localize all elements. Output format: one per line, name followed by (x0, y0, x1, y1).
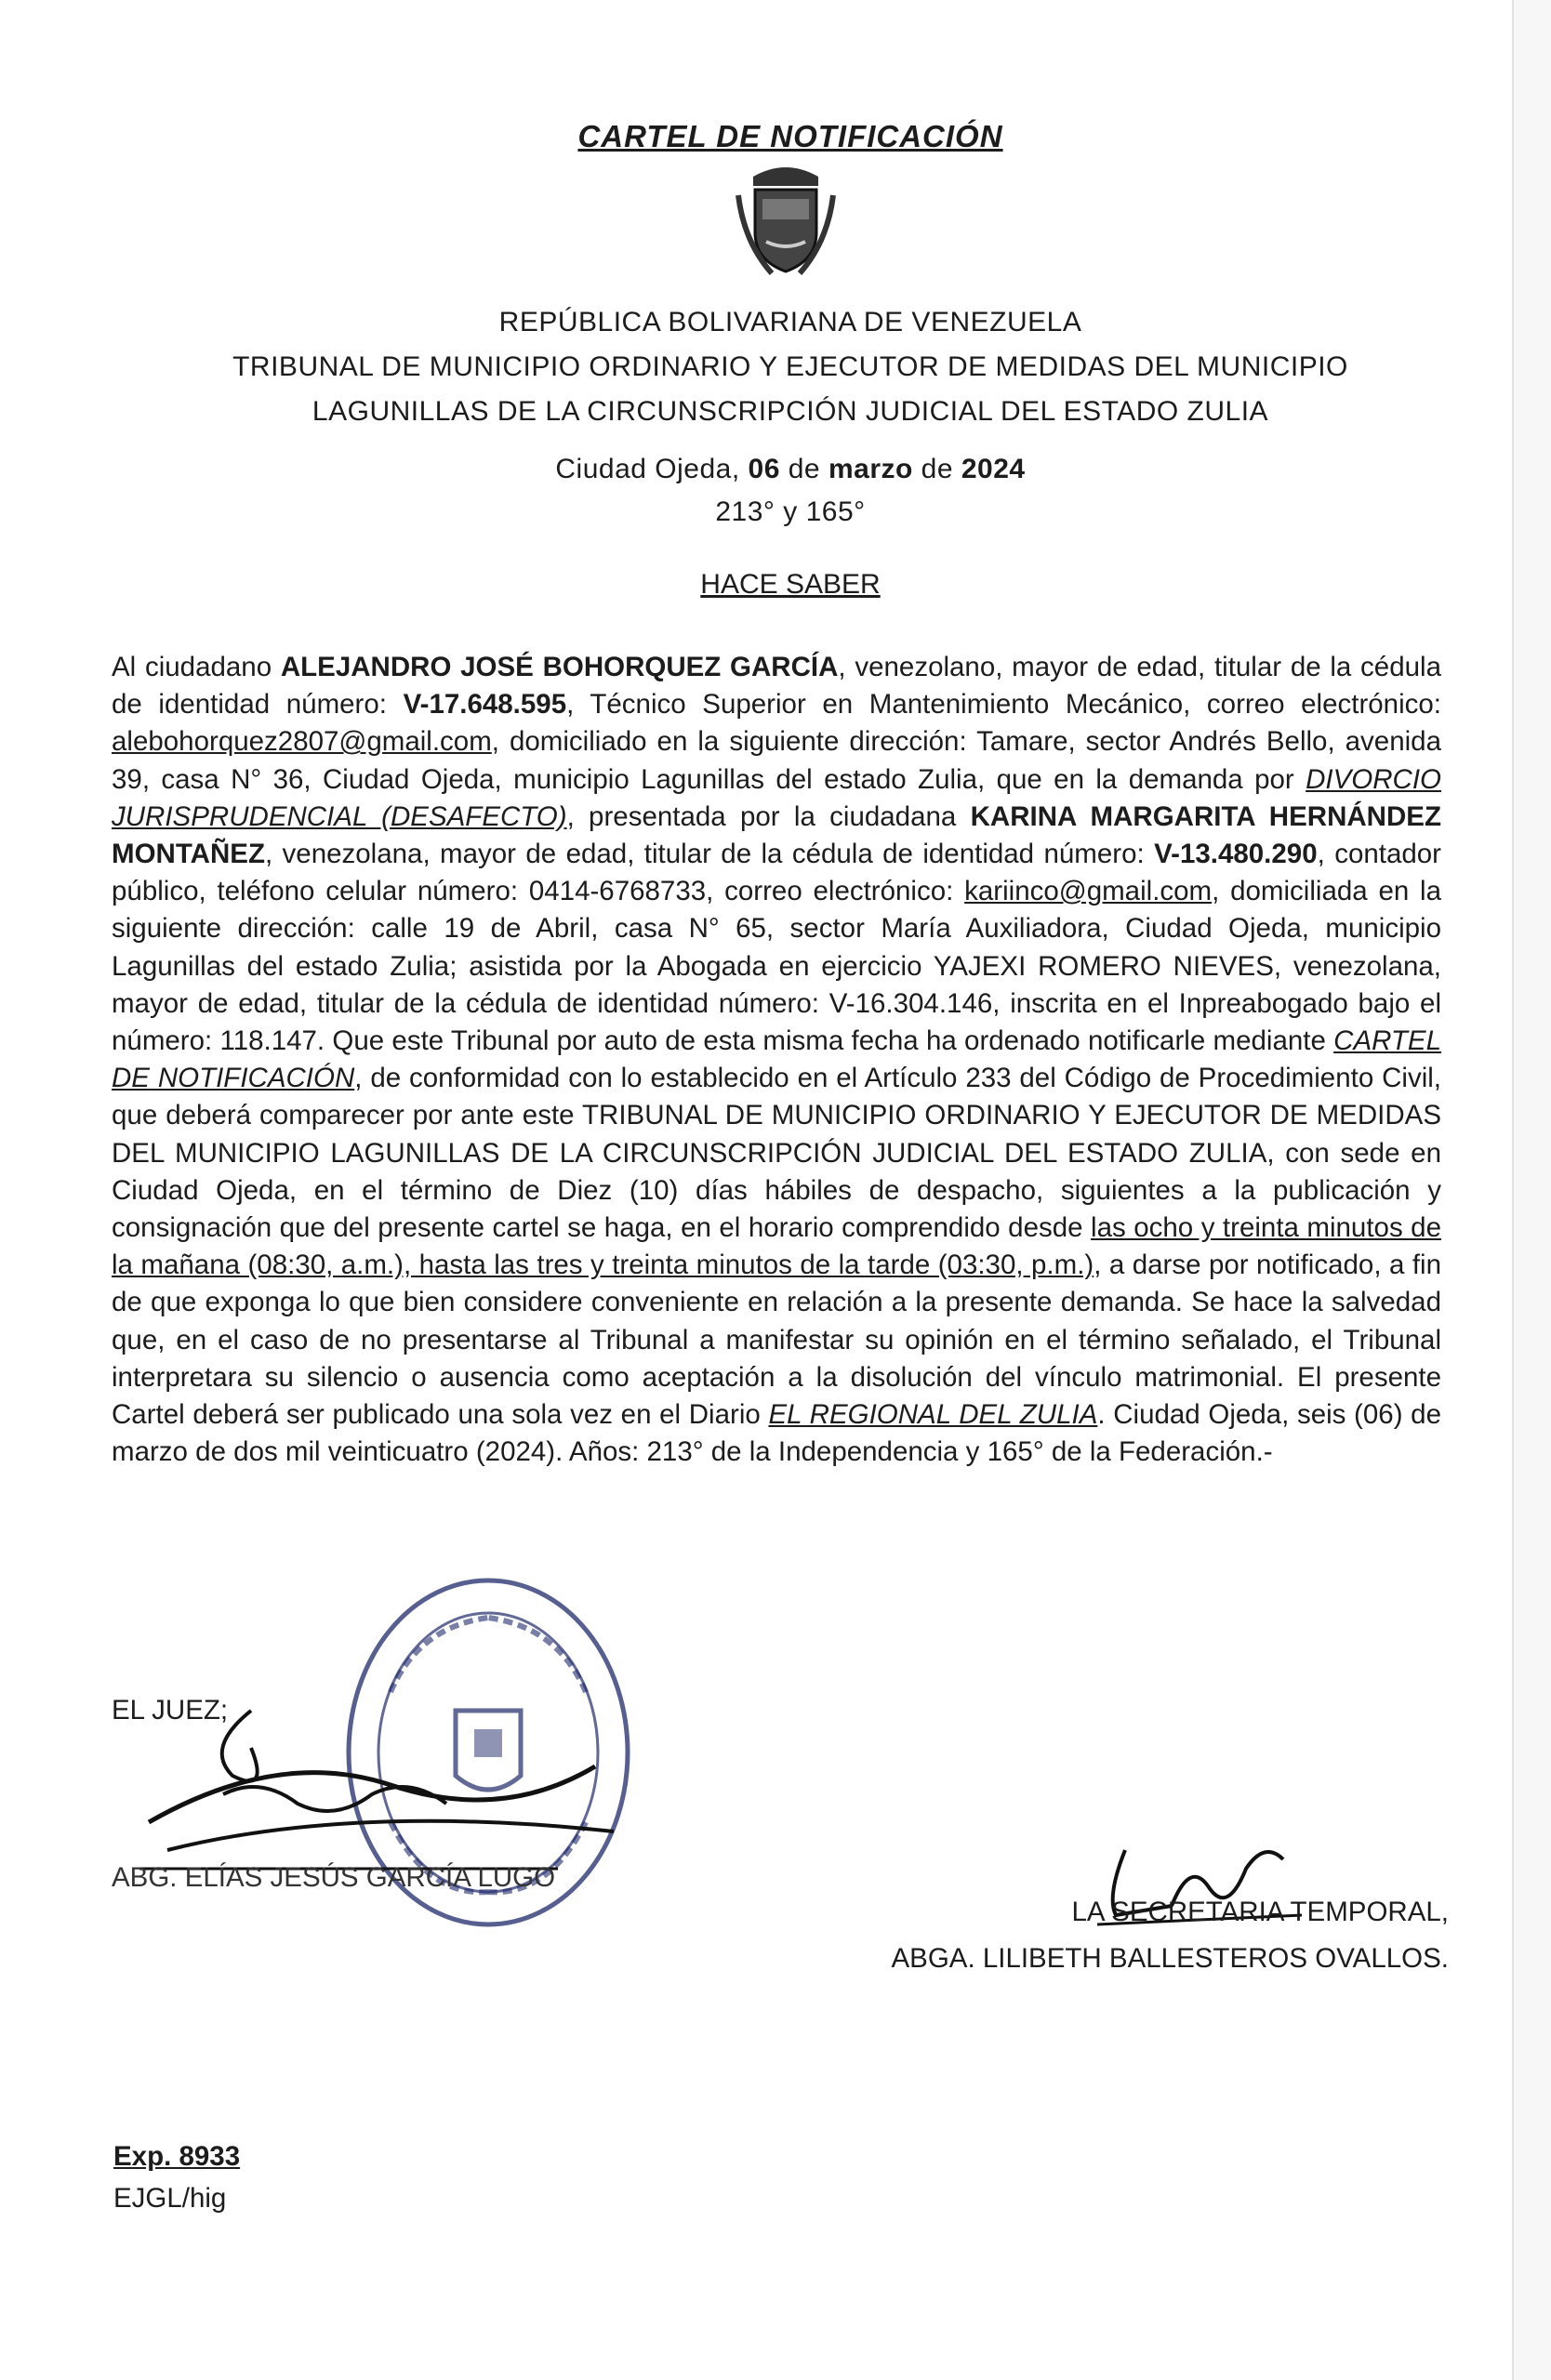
date-de: de (912, 454, 961, 484)
plaintiff-id: V-13.480.290 (1154, 839, 1318, 870)
defendant-id: V-17.648.595 (403, 689, 567, 721)
cartel-reference: CARTEL DE NOTIFICACIÓN (112, 1025, 1441, 1094)
plaintiff-email: kariinco@gmail.com (964, 876, 1213, 907)
header-date (0, 454, 1551, 485)
date-year: 2024 (961, 454, 1026, 484)
notification-body (112, 649, 1441, 1471)
secretary-label: LA SECRETARIA TEMPORAL, (1071, 1897, 1449, 1927)
body-text: . Ciudad Ojeda, seis (06) de marzo de dos mil veinticuatro (2024). Años: 213° de la Independencia y 165° de la Federación.- (112, 1399, 1441, 1468)
coat-of-arms-icon (735, 158, 837, 279)
date-month: marzo (828, 454, 913, 484)
document-initials: EJGL/hig (113, 2183, 227, 2214)
plaintiff-name: KARINA MARGARITA HERNÁNDEZ MONTAÑEZ (112, 800, 1441, 870)
body-text: , domiciliado en la siguiente dirección: Tamare, sector Andrés Bello, avenida 39, casa N° 36, Ciudad Ojeda, municipio Lagunillas del estado Zulia, que en la demanda por (112, 726, 1441, 795)
header-jurisdiction: LAGUNILLAS DE LA CIRCUNSCRIPCIÓN JUDICIAL DEL ESTADO ZULIA (312, 396, 1269, 427)
secretary-name: ABGA. LILIBETH BALLESTEROS OVALLOS. (891, 1943, 1449, 1974)
body-text: , de conformidad con lo establecido en el Artículo 233 del Código de Procedimiento Civil, que deberá comparecer por ante este TRIBUNAL DE MUNICIPIO ORDINARIO Y EJECUTOR DE MEDIDAS DEL MUNICIPIO LAGUNILLAS DE LA CIRCUNSCRIPCIÓN JUDICIAL DEL ESTADO ZULIA, con sede en Ciudad Ojeda, en el término de Diez (10) días hábiles de despacho, siguientes a la publicación y consignación que del presente cartel se haga, en el horario comprendido desde (112, 1063, 1442, 1244)
body-text: , presentada por la ciudadana (566, 800, 971, 832)
date-day: 06 (748, 454, 780, 484)
body-text: , venezolana, mayor de edad, titular de la cédula de identidad número: (264, 839, 1155, 870)
date-prefix: Ciudad Ojeda, (555, 454, 749, 484)
hace-saber-heading: HACE SABER (700, 569, 881, 600)
header-years: 213° y 165° (715, 496, 866, 527)
body-text: , a darse por notificado, a fin de que exponga lo que bien considere conveniente en relación a la presente demanda. Se hace la salvedad que, en el caso de no presentarse al Tribunal a manifestar su opinión en el término señalado, el Tribunal interpretara su silencio o ausencia como aceptación a la disolución del vínculo matrimonial. El presente Cartel deberá ser publicado una sola vez en el Diario (112, 1250, 1441, 1431)
judge-signature-icon (112, 1692, 632, 1878)
date-de: de (779, 454, 829, 484)
header-republic: REPÚBLICA BOLIVARIANA DE VENEZUELA (498, 307, 1082, 337)
header-tribunal: TRIBUNAL DE MUNICIPIO ORDINARIO Y EJECUTOR DE MEDIDAS DEL MUNICIPIO (232, 351, 1348, 382)
judge-label: EL JUEZ; (112, 1695, 229, 1726)
defendant-name: ALEJANDRO JOSÉ BOHORQUEZ GARCÍA (280, 652, 839, 682)
judge-name: ABG. ELÍAS JESÚS GARCÍA LUGO (112, 1862, 556, 1893)
body-text: , contador público, teléfono celular número: 0414-6768733, correo electrónico: (112, 839, 1441, 907)
body-text: , venezolano, mayor de edad, titular de la cédula de identidad número: (112, 652, 1441, 721)
schedule: las ocho y treinta minutos de la mañana (08:30, a.m.), hasta las tres y treinta minutos de la tarde (03:30, p.m.) (112, 1212, 1441, 1281)
case-type: DIVORCIO JURISPRUDENCIAL (DESAFECTO) (112, 763, 1441, 832)
expediente-number: Exp. 8933 (113, 2141, 241, 2172)
body-text: , Técnico Superior en Mantenimiento Mecánico, correo electrónico: (566, 689, 1441, 721)
body-text: Al ciudadano (112, 652, 281, 682)
newspaper-name: EL REGIONAL DEL ZULIA (768, 1399, 1098, 1431)
body-text: , domiciliada en la siguiente dirección: calle 19 de Abril, casa N° 65, sector María Auxiliadora, Ciudad Ojeda, municipio Lagunillas del estado Zulia; asistida por la Abogada en ejercicio YAJEXI ROMERO NIEVES, venezolana, mayor de edad, titular de la cédula de identidad número: V-16.304.146, inscrita en el Inpreabogado bajo el número: 118.147. Que este Tribunal por auto de esta misma fecha ha ordenado notificarle mediante (112, 876, 1441, 1057)
document-title: CARTEL DE NOTIFICACIÓN (577, 119, 1003, 153)
defendant-email: alebohorquez2807@gmail.com (112, 726, 492, 758)
